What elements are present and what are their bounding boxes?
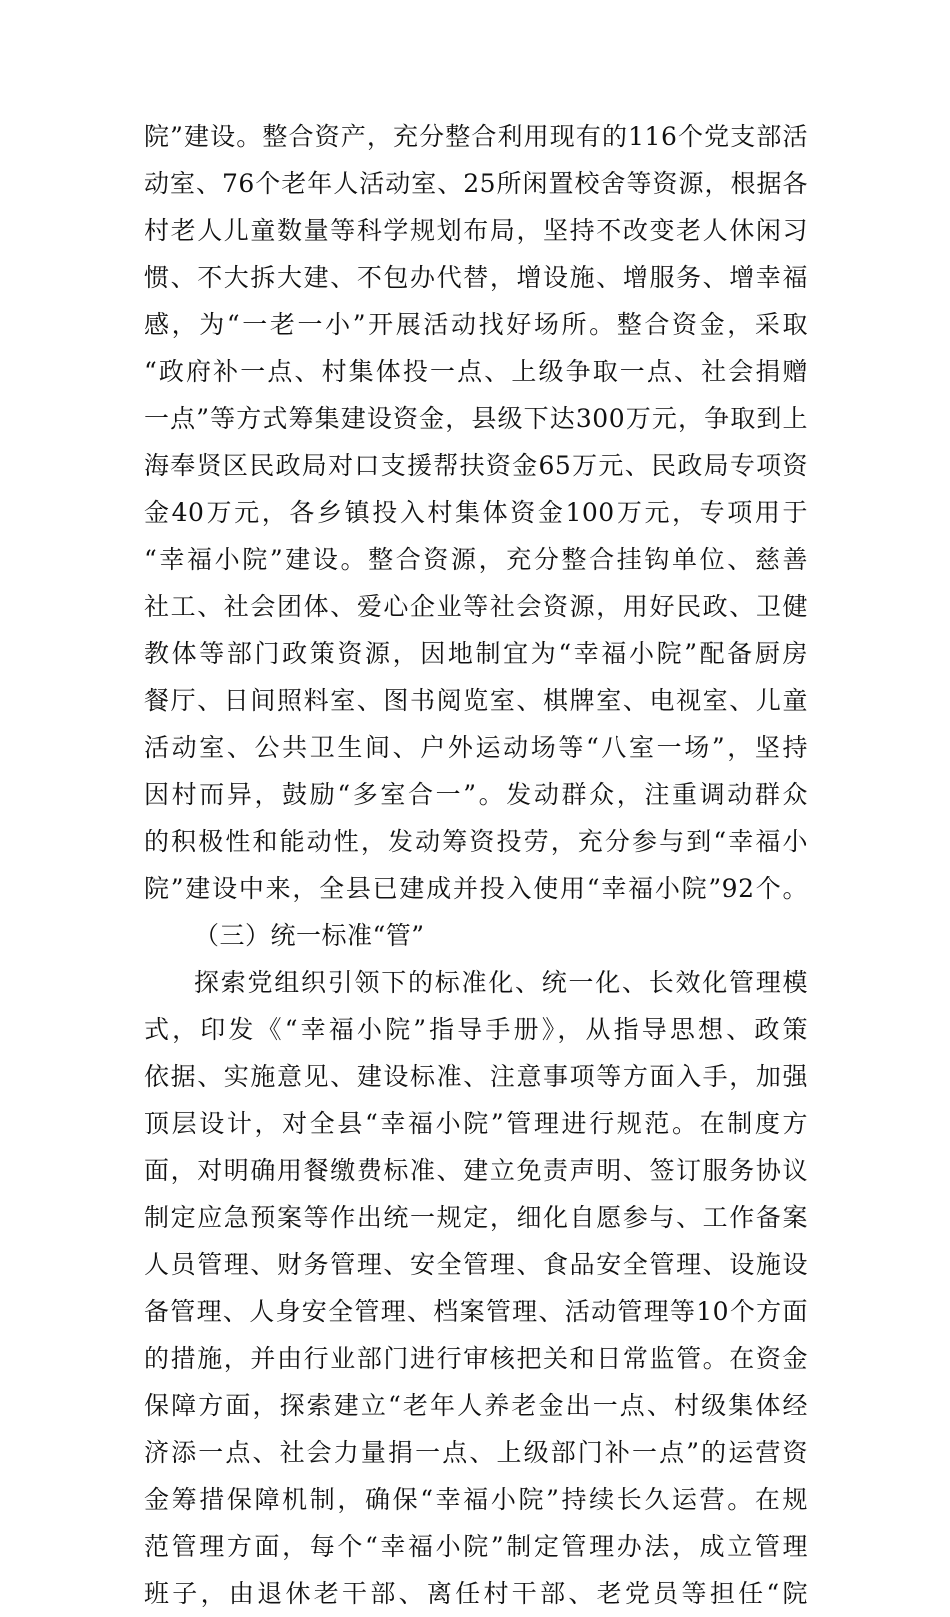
text-line: 院”建设。整合资产，充分整合利用现有的116个党支部活 <box>144 122 808 151</box>
text-line: 一点”等方式筹集建设资金，县级下达300万元，争取到上 <box>144 404 808 433</box>
text-line: 金筹措保障机制，确保“幸福小院”持续长久运营。在规 <box>144 1485 808 1514</box>
text-line: 顶层设计，对全县“幸福小院”管理进行规范。在制度方 <box>144 1109 808 1138</box>
paragraph-unified-management <box>144 959 808 1617</box>
text-line: 教体等部门政策资源，因地制宜为“幸福小院”配备厨房 <box>144 639 808 668</box>
text-line: “政府补一点、村集体投一点、上级争取一点、社会捐赠 <box>144 357 808 386</box>
text-line: 餐厅、日间照料室、图书阅览室、棋牌室、电视室、儿童 <box>144 686 808 715</box>
text-line: 活动室、公共卫生间、户外运动场等“八室一场”，坚持 <box>144 733 808 762</box>
text-line: 制定应急预案等作出统一规定，细化自愿参与、工作备案 <box>144 1203 808 1232</box>
text-line: 依据、实施意见、建设标准、注意事项等方面入手，加强 <box>144 1062 808 1091</box>
text-line: 感，为“一老一小”开展活动找好场所。整合资金，采取 <box>144 310 808 339</box>
text-line: 惯、不大拆大建、不包办代替，增设施、增服务、增幸福 <box>144 263 808 292</box>
text-line: “幸福小院”建设。整合资源，充分整合挂钩单位、慈善 <box>144 545 808 574</box>
text-line: 面，对明确用餐缴费标准、建立免责声明、签订服务协议 <box>144 1156 808 1185</box>
text-line: 院”建设中来，全县已建成并投入使用“幸福小院”92个。 <box>144 874 808 903</box>
text-line: 范管理方面，每个“幸福小院”制定管理办法，成立管理 <box>144 1532 808 1561</box>
section-heading: （三）统一标准“管” <box>194 921 425 950</box>
text-line: 班子，由退休老干部、离任村干部、老党员等担任“院 <box>144 1579 808 1608</box>
text-line: 海奉贤区民政局对口支援帮扶资金65万元、民政局专项资 <box>144 451 808 480</box>
text-line: 探索党组织引领下的标准化、统一化、长效化管理模 <box>194 968 808 997</box>
text-line: 金40万元，各乡镇投入村集体资金100万元，专项用于 <box>144 498 808 527</box>
text-line: 村老人儿童数量等科学规划布局，坚持不改变老人休闲习 <box>144 216 808 245</box>
text-line: 因村而异，鼓励“多室合一”。发动群众，注重调动群众 <box>144 780 808 809</box>
document-body <box>144 113 808 1617</box>
text-line: 式，印发《“幸福小院”指导手册》，从指导思想、政策 <box>144 1015 808 1044</box>
text-line: 社工、社会团体、爱心企业等社会资源，用好民政、卫健 <box>144 592 808 621</box>
text-line: 人员管理、财务管理、安全管理、食品安全管理、设施设 <box>144 1250 808 1279</box>
text-line: 济添一点、社会力量捐一点、上级部门补一点”的运营资 <box>144 1438 808 1467</box>
text-line: 的积极性和能动性，发动筹资投劳，充分参与到“幸福小 <box>144 827 808 856</box>
paragraph-resource-integration <box>144 113 808 912</box>
text-line: 保障方面，探索建立“老年人养老金出一点、村级集体经 <box>144 1391 808 1420</box>
text-line: 备管理、人身安全管理、档案管理、活动管理等10个方面 <box>144 1297 808 1326</box>
text-line: 的措施，并由行业部门进行审核把关和日常监管。在资金 <box>144 1344 808 1373</box>
text-line: 动室、76个老年人活动室、25所闲置校舍等资源，根据各 <box>144 169 808 198</box>
